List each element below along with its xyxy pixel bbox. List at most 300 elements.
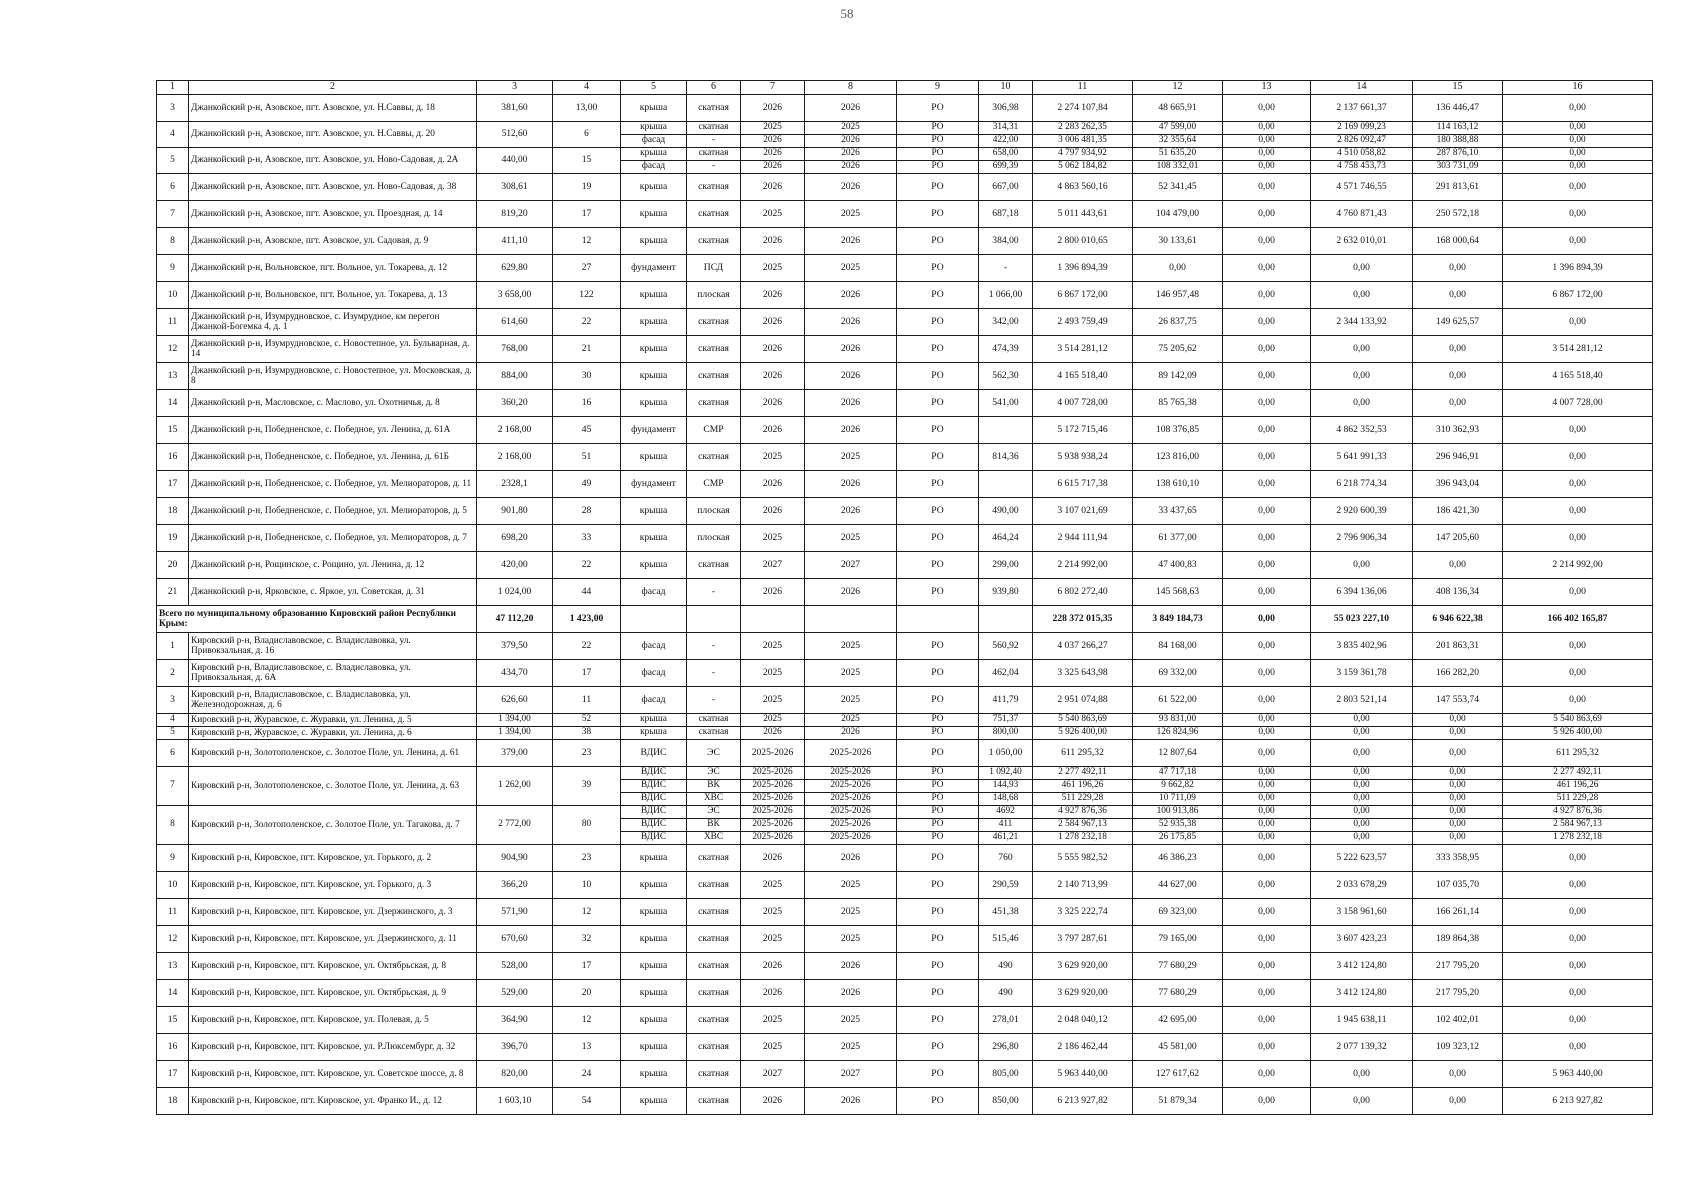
- fund-cell: 0,00: [1223, 201, 1311, 228]
- cost-per-unit-cell: 126 824,96: [1133, 727, 1223, 740]
- other-funds-cell: 5 963 440,00: [1503, 1061, 1653, 1088]
- total-cost-cell: 3 797 287,61: [1033, 926, 1133, 953]
- type-cell: скатная: [687, 390, 741, 417]
- address-cell: Кировский р-н, Журавское, с. Журавки, ул. Ленина, д. 5: [189, 714, 477, 727]
- start-year-cell: 2025-2026: [741, 832, 805, 845]
- address-cell: Кировский р-н, Золотополенское, с. Золотое Поле, ул. Тагакова, д. 7: [189, 806, 477, 845]
- start-year-cell: 2026: [741, 363, 805, 390]
- owners-cell: 136 446,47: [1413, 95, 1503, 122]
- area-cell: 381,60: [477, 95, 553, 122]
- type-cell: ЭС: [687, 806, 741, 819]
- total-cost-cell: 2 277 492,11: [1033, 767, 1133, 780]
- start-year-cell: 2025-2026: [741, 793, 805, 806]
- other-funds-cell: 5 540 863,69: [1503, 714, 1653, 727]
- table-row: [157, 1088, 1653, 1115]
- row-number-cell: 8: [157, 806, 189, 845]
- start-year-cell: 2025: [741, 714, 805, 727]
- area-cell: 47 112,20: [477, 606, 553, 633]
- volume-cell: 1 066,00: [979, 282, 1033, 309]
- row-number-cell: 6: [157, 174, 189, 201]
- fund-cell: 0,00: [1223, 899, 1311, 926]
- address-cell: Джанкойский р-н, Азовское, пгт. Азовское, ул. Н.Саввы, д. 18: [189, 95, 477, 122]
- volume-cell: 850,00: [979, 1088, 1033, 1115]
- residents-cell: 51: [553, 444, 621, 471]
- customer-cell: РО: [897, 845, 979, 872]
- cost-per-unit-cell: 46 386,23: [1133, 845, 1223, 872]
- owners-cell: 296 946,91: [1413, 444, 1503, 471]
- address-cell: Джанкойский р-н, Ярковское, с. Яркое, ул. Советская, д. 31: [189, 579, 477, 606]
- customer-cell: РО: [897, 953, 979, 980]
- budget-cell: 1 945 638,11: [1311, 1007, 1413, 1034]
- row-number-cell: 13: [157, 363, 189, 390]
- row-number-cell: 7: [157, 201, 189, 228]
- table-row: [157, 228, 1653, 255]
- table-row: [157, 714, 1653, 727]
- header-cell: 2: [189, 81, 477, 95]
- other-funds-cell: 0,00: [1503, 899, 1653, 926]
- address-cell: Кировский р-н, Журавское, с. Журавки, ул. Ленина, д. 6: [189, 727, 477, 740]
- start-year-cell: 2027: [741, 1061, 805, 1088]
- total-cost-cell: 4 037 266,27: [1033, 633, 1133, 660]
- owners-cell: 180 388,88: [1413, 135, 1503, 148]
- address-cell: Кировский р-н, Кировское, пгт. Кировское, ул. Советское шоссе, д. 8: [189, 1061, 477, 1088]
- other-funds-cell: 0,00: [1503, 309, 1653, 336]
- start-year-cell: 2025: [741, 926, 805, 953]
- other-funds-cell: 0,00: [1503, 95, 1653, 122]
- type-cell: скатная: [687, 336, 741, 363]
- total-cost-cell: 2 800 010,65: [1033, 228, 1133, 255]
- residents-cell: 17: [553, 201, 621, 228]
- customer-cell: РО: [897, 872, 979, 899]
- header-cell: 5: [621, 81, 687, 95]
- budget-cell: 4 758 453,73: [1311, 161, 1413, 174]
- start-year-cell: 2026: [741, 148, 805, 161]
- area-cell: 1 603,10: [477, 1088, 553, 1115]
- header-cell: 3: [477, 81, 553, 95]
- table-row: [157, 806, 1653, 819]
- cost-per-unit-cell: 32 355,64: [1133, 135, 1223, 148]
- residents-cell: 24: [553, 1061, 621, 1088]
- row-number-cell: 14: [157, 980, 189, 1007]
- owners-cell: 147 205,60: [1413, 525, 1503, 552]
- type-cell: скатная: [687, 714, 741, 727]
- volume-cell: [979, 471, 1033, 498]
- owners-cell: 0,00: [1413, 740, 1503, 767]
- end-year-cell: 2026: [805, 727, 897, 740]
- total-row: [157, 606, 1653, 633]
- element-cell: крыша: [621, 282, 687, 309]
- residents-cell: 22: [553, 552, 621, 579]
- owners-cell: 186 421,30: [1413, 498, 1503, 525]
- address-cell: Кировский р-н, Владиславовское, с. Владиславовка, ул. Привокзальная, д. 6А: [189, 660, 477, 687]
- cost-per-unit-cell: 108 332,01: [1133, 161, 1223, 174]
- address-cell: Кировский р-н, Кировское, пгт. Кировское, ул. Октябрьская, д. 9: [189, 980, 477, 1007]
- end-year-cell: 2026: [805, 282, 897, 309]
- start-year-cell: 2025: [741, 660, 805, 687]
- end-year-cell: 2025-2026: [805, 793, 897, 806]
- owners-cell: 0,00: [1413, 552, 1503, 579]
- table-row: [157, 579, 1653, 606]
- fund-cell: 0,00: [1223, 148, 1311, 161]
- residents-cell: 22: [553, 633, 621, 660]
- area-cell: 420,00: [477, 552, 553, 579]
- owners-cell: 109 323,12: [1413, 1034, 1503, 1061]
- total-cost-cell: 461 196,26: [1033, 780, 1133, 793]
- end-year-cell: 2026: [805, 174, 897, 201]
- start-year-cell: 2027: [741, 552, 805, 579]
- row-number-cell: 18: [157, 498, 189, 525]
- start-year-cell: 2025: [741, 444, 805, 471]
- area-cell: 379,50: [477, 633, 553, 660]
- residents-cell: 12: [553, 1007, 621, 1034]
- fund-cell: 0,00: [1223, 135, 1311, 148]
- customer-cell: РО: [897, 161, 979, 174]
- header-cell: 4: [553, 81, 621, 95]
- type-cell: скатная: [687, 201, 741, 228]
- type-cell: скатная: [687, 309, 741, 336]
- other-funds-cell: 0,00: [1503, 174, 1653, 201]
- address-cell: Джанкойский р-н, Победненское, с. Победное, ул. Мелиораторов, д. 7: [189, 525, 477, 552]
- type-cell: плоская: [687, 498, 741, 525]
- volume-cell: 814,36: [979, 444, 1033, 471]
- cost-per-unit-cell: 146 957,48: [1133, 282, 1223, 309]
- owners-cell: 0,00: [1413, 363, 1503, 390]
- address-cell: Кировский р-н, Кировское, пгт. Кировское, ул. Октябрьская, д. 8: [189, 953, 477, 980]
- end-year-cell: 2026: [805, 498, 897, 525]
- element-cell: крыша: [621, 980, 687, 1007]
- row-number-cell: 8: [157, 228, 189, 255]
- other-funds-cell: 461 196,26: [1503, 780, 1653, 793]
- budget-cell: 0,00: [1311, 767, 1413, 780]
- total-cost-cell: 2 214 992,00: [1033, 552, 1133, 579]
- type-cell: ХВС: [687, 793, 741, 806]
- budget-cell: 2 803 521,14: [1311, 687, 1413, 714]
- volume-cell: 687,18: [979, 201, 1033, 228]
- type-cell: плоская: [687, 282, 741, 309]
- element-cell: крыша: [621, 148, 687, 161]
- end-year-cell: 2025: [805, 633, 897, 660]
- fund-cell: 0,00: [1223, 740, 1311, 767]
- owners-cell: 0,00: [1413, 780, 1503, 793]
- budget-cell: 2 344 133,92: [1311, 309, 1413, 336]
- table-row: [157, 363, 1653, 390]
- element-cell: фасад: [621, 633, 687, 660]
- total-cost-cell: 2 944 111,94: [1033, 525, 1133, 552]
- end-year-cell: 2025: [805, 872, 897, 899]
- total-cost-cell: 5 555 982,52: [1033, 845, 1133, 872]
- customer-cell: РО: [897, 135, 979, 148]
- area-cell: 626,60: [477, 687, 553, 714]
- end-year-cell: 2025: [805, 926, 897, 953]
- type-cell: скатная: [687, 552, 741, 579]
- type-cell: скатная: [687, 1088, 741, 1115]
- element-cell: крыша: [621, 552, 687, 579]
- total-cost-cell: 3 325 222,74: [1033, 899, 1133, 926]
- row-number-cell: 15: [157, 417, 189, 444]
- fund-cell: 0,00: [1223, 633, 1311, 660]
- owners-cell: 303 731,09: [1413, 161, 1503, 174]
- customer-cell: РО: [897, 552, 979, 579]
- customer-cell: РО: [897, 832, 979, 845]
- table-row: [157, 336, 1653, 363]
- type-cell: скатная: [687, 228, 741, 255]
- end-year-cell: 2026: [805, 845, 897, 872]
- address-cell: Джанкойский р-н, Рощинское, с. Рощино, ул. Ленина, д. 12: [189, 552, 477, 579]
- other-funds-cell: 0,00: [1503, 633, 1653, 660]
- residents-cell: 32: [553, 926, 621, 953]
- owners-cell: 0,00: [1413, 727, 1503, 740]
- type-cell: скатная: [687, 899, 741, 926]
- address-cell: Джанкойский р-н, Изумрудновское, с. Новостепное, ул. Бульварная, д. 14: [189, 336, 477, 363]
- fund-cell: 0,00: [1223, 444, 1311, 471]
- residents-cell: 13,00: [553, 95, 621, 122]
- customer-cell: РО: [897, 390, 979, 417]
- customer-cell: РО: [897, 980, 979, 1007]
- type-cell: -: [687, 161, 741, 174]
- table-row: [157, 926, 1653, 953]
- start-year-cell: 2026: [741, 727, 805, 740]
- customer-cell: РО: [897, 899, 979, 926]
- customer-cell: РО: [897, 282, 979, 309]
- other-funds-cell: 0,00: [1503, 953, 1653, 980]
- volume-cell: 299,00: [979, 552, 1033, 579]
- row-number-cell: 9: [157, 845, 189, 872]
- total-cost-cell: 2 186 462,44: [1033, 1034, 1133, 1061]
- element-cell: крыша: [621, 228, 687, 255]
- table-row: [157, 899, 1653, 926]
- area-cell: 614,60: [477, 309, 553, 336]
- customer-cell: РО: [897, 1061, 979, 1088]
- volume-cell: 278,01: [979, 1007, 1033, 1034]
- budget-cell: 0,00: [1311, 255, 1413, 282]
- owners-cell: 0,00: [1413, 819, 1503, 832]
- fund-cell: 0,00: [1223, 525, 1311, 552]
- budget-cell: 3 159 361,78: [1311, 660, 1413, 687]
- cost-per-unit-cell: 47 599,00: [1133, 122, 1223, 135]
- area-cell: 884,00: [477, 363, 553, 390]
- end-year-cell: 2026: [805, 980, 897, 1007]
- row-number-cell: 3: [157, 95, 189, 122]
- owners-cell: 396 943,04: [1413, 471, 1503, 498]
- area-cell: 1 394,00: [477, 727, 553, 740]
- area-cell: 379,00: [477, 740, 553, 767]
- end-year-cell: 2025: [805, 444, 897, 471]
- residents-cell: 17: [553, 660, 621, 687]
- budget-cell: 0,00: [1311, 793, 1413, 806]
- start-year-cell: 2026: [741, 135, 805, 148]
- start-year-cell: 2026: [741, 953, 805, 980]
- cost-per-unit-cell: 48 665,91: [1133, 95, 1223, 122]
- element-cell: ВДИС: [621, 780, 687, 793]
- element-cell: крыша: [621, 872, 687, 899]
- cost-per-unit-cell: 3 849 184,73: [1133, 606, 1223, 633]
- owners-cell: 0,00: [1413, 714, 1503, 727]
- header-cell: 10: [979, 81, 1033, 95]
- table-row: [157, 687, 1653, 714]
- residents-cell: 10: [553, 872, 621, 899]
- owners-cell: 217 795,20: [1413, 980, 1503, 1007]
- capital-repair-table-container: [156, 80, 1652, 1115]
- address-cell: Джанкойский р-н, Вольновское, пгт. Вольное, ул. Токарева, д. 12: [189, 255, 477, 282]
- cost-per-unit-cell: 51 635,20: [1133, 148, 1223, 161]
- element-cell: ВДИС: [621, 819, 687, 832]
- owners-cell: 0,00: [1413, 336, 1503, 363]
- owners-cell: 107 035,70: [1413, 872, 1503, 899]
- owners-cell: 0,00: [1413, 806, 1503, 819]
- fund-cell: 0,00: [1223, 780, 1311, 793]
- owners-cell: 0,00: [1413, 1088, 1503, 1115]
- table-row: [157, 282, 1653, 309]
- table-row: [157, 148, 1653, 161]
- other-funds-cell: 0,00: [1503, 471, 1653, 498]
- volume-cell: -: [979, 255, 1033, 282]
- total-cost-cell: 228 372 015,35: [1033, 606, 1133, 633]
- start-year-cell: 2025: [741, 899, 805, 926]
- fund-cell: 0,00: [1223, 1088, 1311, 1115]
- customer-cell: РО: [897, 336, 979, 363]
- residents-cell: 23: [553, 845, 621, 872]
- fund-cell: 0,00: [1223, 845, 1311, 872]
- residents-cell: 11: [553, 687, 621, 714]
- volume-cell: 760: [979, 845, 1033, 872]
- fund-cell: 0,00: [1223, 95, 1311, 122]
- area-cell: 364,90: [477, 1007, 553, 1034]
- customer-cell: РО: [897, 926, 979, 953]
- type-cell: -: [687, 687, 741, 714]
- area-cell: 1 262,00: [477, 767, 553, 806]
- cost-per-unit-cell: 100 913,86: [1133, 806, 1223, 819]
- cost-per-unit-cell: 145 568,63: [1133, 579, 1223, 606]
- table-row: [157, 660, 1653, 687]
- start-year-cell: 2026: [741, 579, 805, 606]
- volume-cell: 560,92: [979, 633, 1033, 660]
- residents-cell: 1 423,00: [553, 606, 621, 633]
- cost-per-unit-cell: 69 323,00: [1133, 899, 1223, 926]
- volume-cell: 490: [979, 980, 1033, 1007]
- element-cell: крыша: [621, 201, 687, 228]
- budget-cell: 5 222 623,57: [1311, 845, 1413, 872]
- fund-cell: 0,00: [1223, 714, 1311, 727]
- fund-cell: 0,00: [1223, 122, 1311, 135]
- total-cost-cell: 4 797 934,92: [1033, 148, 1133, 161]
- end-year-cell: 2026: [805, 336, 897, 363]
- other-funds-cell: 2 277 492,11: [1503, 767, 1653, 780]
- table-row: [157, 727, 1653, 740]
- start-year-cell: 2025-2026: [741, 819, 805, 832]
- area-cell: 820,00: [477, 1061, 553, 1088]
- start-year-cell: 2025: [741, 633, 805, 660]
- cost-per-unit-cell: 51 879,34: [1133, 1088, 1223, 1115]
- area-cell: 901,80: [477, 498, 553, 525]
- element-cell: крыша: [621, 444, 687, 471]
- start-year-cell: 2026: [741, 417, 805, 444]
- row-number-cell: 4: [157, 714, 189, 727]
- end-year-cell: 2026: [805, 1088, 897, 1115]
- volume-cell: 461,21: [979, 832, 1033, 845]
- budget-cell: 2 796 906,34: [1311, 525, 1413, 552]
- total-cost-cell: 1 278 232,18: [1033, 832, 1133, 845]
- type-cell: скатная: [687, 174, 741, 201]
- budget-cell: 2 137 661,37: [1311, 95, 1413, 122]
- element-cell: крыша: [621, 498, 687, 525]
- element-cell: крыша: [621, 926, 687, 953]
- row-number-cell: 19: [157, 525, 189, 552]
- header-cell: 1: [157, 81, 189, 95]
- customer-cell: РО: [897, 255, 979, 282]
- type-cell: ЭС: [687, 740, 741, 767]
- budget-cell: 0,00: [1311, 740, 1413, 767]
- owners-cell: 333 358,95: [1413, 845, 1503, 872]
- total-cost-cell: 3 629 920,00: [1033, 980, 1133, 1007]
- budget-cell: 2 077 139,32: [1311, 1034, 1413, 1061]
- area-cell: 904,90: [477, 845, 553, 872]
- cost-per-unit-cell: 77 680,29: [1133, 980, 1223, 1007]
- volume-cell: 290,59: [979, 872, 1033, 899]
- table-row: [157, 633, 1653, 660]
- end-year-cell: 2026: [805, 953, 897, 980]
- element-cell: крыша: [621, 714, 687, 727]
- residents-cell: 30: [553, 363, 621, 390]
- customer-cell: РО: [897, 525, 979, 552]
- address-cell: Кировский р-н, Кировское, пгт. Кировское, ул. Дзержинского, д. 11: [189, 926, 477, 953]
- budget-cell: 0,00: [1311, 552, 1413, 579]
- row-number-cell: 15: [157, 1007, 189, 1034]
- row-number-cell: 13: [157, 953, 189, 980]
- element-cell: крыша: [621, 525, 687, 552]
- residents-cell: 44: [553, 579, 621, 606]
- row-number-cell: 11: [157, 899, 189, 926]
- row-number-cell: 5: [157, 148, 189, 174]
- total-cost-cell: 6 802 272,40: [1033, 579, 1133, 606]
- other-funds-cell: 0,00: [1503, 1034, 1653, 1061]
- end-year-cell: 2027: [805, 552, 897, 579]
- budget-cell: 4 760 871,43: [1311, 201, 1413, 228]
- end-year-cell: 2026: [805, 471, 897, 498]
- owners-cell: 166 261,14: [1413, 899, 1503, 926]
- type-cell: скатная: [687, 845, 741, 872]
- other-funds-cell: 2 584 967,13: [1503, 819, 1653, 832]
- customer-cell: РО: [897, 148, 979, 161]
- fund-cell: 0,00: [1223, 727, 1311, 740]
- owners-cell: 201 863,31: [1413, 633, 1503, 660]
- area-cell: 2 168,00: [477, 444, 553, 471]
- other-funds-cell: 1 396 894,39: [1503, 255, 1653, 282]
- element-cell: крыша: [621, 953, 687, 980]
- area-cell: 360,20: [477, 390, 553, 417]
- budget-cell: 0,00: [1311, 282, 1413, 309]
- customer-cell: РО: [897, 740, 979, 767]
- fund-cell: 0,00: [1223, 255, 1311, 282]
- volume-cell: 314,31: [979, 122, 1033, 135]
- total-cost-cell: 5 011 443,61: [1033, 201, 1133, 228]
- other-funds-cell: 6 213 927,82: [1503, 1088, 1653, 1115]
- table-row: [157, 122, 1653, 135]
- type-cell: скатная: [687, 122, 741, 135]
- customer-cell: РО: [897, 819, 979, 832]
- element-cell: крыша: [621, 390, 687, 417]
- address-cell: Кировский р-н, Кировское, пгт. Кировское, ул. Горького, д. 2: [189, 845, 477, 872]
- cost-per-unit-cell: 84 168,00: [1133, 633, 1223, 660]
- element-cell: фасад: [621, 660, 687, 687]
- residents-cell: 6: [553, 122, 621, 148]
- other-funds-cell: 0,00: [1503, 201, 1653, 228]
- element-cell: крыша: [621, 1061, 687, 1088]
- end-year-cell: 2025: [805, 899, 897, 926]
- total-cost-cell: 3 325 643,98: [1033, 660, 1133, 687]
- customer-cell: РО: [897, 767, 979, 780]
- total-label-cell: Всего по муниципальному образованию Кировский район Республики Крым:: [157, 606, 477, 633]
- element-cell: крыша: [621, 727, 687, 740]
